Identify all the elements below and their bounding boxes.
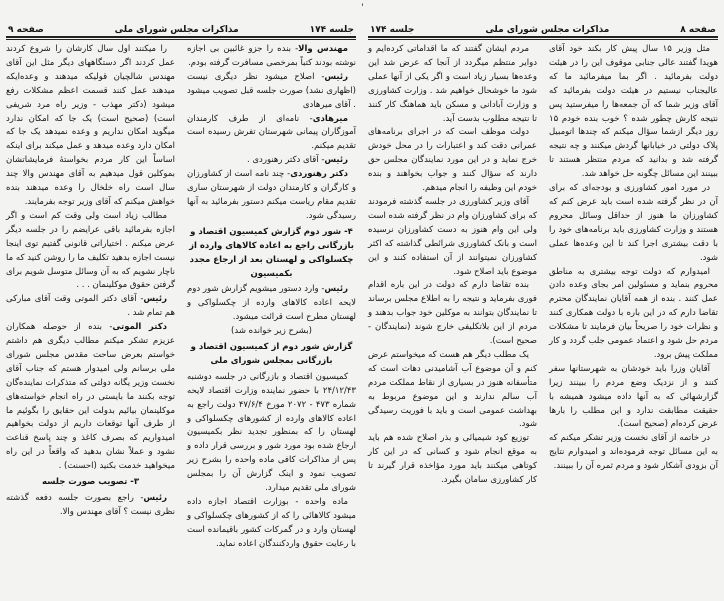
paragraph-text: (بشرح زیر خوانده شد) bbox=[231, 326, 312, 337]
paragraph bbox=[187, 283, 356, 325]
paragraph bbox=[6, 321, 175, 474]
paragraph bbox=[549, 266, 718, 363]
paragraph-text: - اصلاح میشود نظر دیگری نیست (اظهاری نشد) صورت جلسه قبل تصویب میشود . آقای میرهادی bbox=[187, 71, 356, 110]
paragraph bbox=[187, 43, 356, 71]
speaker-name: رئیس bbox=[324, 71, 348, 82]
paragraph bbox=[368, 279, 537, 349]
header-rule bbox=[6, 36, 356, 40]
page-number: صفحه ۸ bbox=[680, 25, 716, 35]
speaker-name: دکتر الموتی bbox=[112, 322, 167, 333]
paragraph bbox=[368, 349, 537, 432]
paragraph-text: ۳- تصویب صورت جلسه bbox=[41, 477, 140, 488]
paragraph-text: - بنده را جزو غائبین بی اجازه نوشته بودند کتباً بمرخصی مسافرت گرفته بودم. bbox=[187, 44, 356, 68]
publication-title: مذاکرات مجلس شورای ملی bbox=[485, 25, 610, 35]
paragraph-text: مثل وزیر ۱۵ سال پیش کار بکند خود آقای هویدا گفتند عالی جنابی موقوف این را در هیئت دولت بفرمائید . اگر بما میفرمائید ما که عالیجناب نیستیم در هیئت دولت بفرمائید که آقای وزیر شما که آن جمعه‌ها را میفرستید پس نتیجه کارش چطور شده ؟ خوب بنده خودم ۱۵ روز دیگر ازشما سؤال میکنم که چندها اتومبیل پلاک دولتی در خیابانها گردش میکنند و چه نتیجه گرفته شد و بدانید که مردم منتظر هستند تا ببینند این مسائل چگونه حل خواهد شد. bbox=[549, 44, 718, 180]
scan-mark: ˈ bbox=[361, 3, 364, 14]
paragraph bbox=[368, 196, 537, 279]
page-8 bbox=[368, 22, 718, 488]
page-9 bbox=[6, 22, 356, 552]
paragraph-text: - چند نامه است از کشاورزان و کارگران و کارمندان دولت از شهرستان ساری تقدیم مقام ریاست میکنم دستور بفرمائید به آنها رسیدگی شود. bbox=[187, 169, 356, 221]
section-heading bbox=[187, 226, 356, 282]
paragraph-text: گزارش شور دوم از کمیسیون اقتصاد و بازرگانی بمجلس شورای ملی bbox=[190, 342, 353, 366]
paragraph-text: مردم ایشان گفتند که ما اقداماتی کرده‌ایم و دوایر منتظم میگردد از آنجا که عرض شد این وعده‌ها بسیار زیاد است و اگر یکی از آنها عملی شود ما خوشحال خواهیم شد . وزارت کشاورزی و وزارت آبادانی و مسکن باید هماهنگ کار کنند تا نتیجه مطلوب بدست آید. bbox=[368, 44, 537, 124]
section-heading bbox=[6, 476, 175, 490]
text-column-left bbox=[368, 43, 537, 488]
paragraph-text: را میکنند اول سال کارشان را شروع کردند عمل کردند اگر دستگاههای دیگر مثل این آقای مهندس شالچیان قولیکه میدهند و وعده‌ایکه میدهند عمل کنند قسمت اعظم مشکلات رفع میشود (دکتر مهذب - وزیر راه مرد شریفی است) (صحیح است) یک جا که امکان ندارد میگوید امکان نداریم و وعده نمیدهد یک جا که امکان دارد وعده میدهد و عمل میکند برای اینکه اساساً این کار مردم بخواستهٔ فرمایشاتشان بموکلین قول میدهیم به آقای مهندس والا چند سال است راه خلخال را وعده میدهند بنده خواهش میکنم که آقای وزیر توجه بفرمایند. bbox=[6, 44, 175, 207]
paragraph-text: - وارد دستور میشویم گزارش شور دوم لایحه اعاده کالاهای وارده از چکسلواکی و لهستان مطرح است قرائت میشود. bbox=[187, 284, 356, 323]
paragraph bbox=[6, 210, 175, 293]
paragraph bbox=[368, 43, 537, 126]
note bbox=[187, 325, 356, 339]
text-column-right bbox=[187, 43, 356, 552]
paragraph-text: امیدوارم که دولت توجه بیشتری به مناطق محروم بنماید و مسئولین امر بجای وعده دادن عمل کنند . بنده از همه آقایان نمایندگان محترم تقاضا دارم که در این باره با دولت همکاری کنند و نظرات خود را صریحاً بیان فرمایند تا مشکلات مردم حل شود و اعتماد عمومی جلب گردد و کار مملکت پیش برود. bbox=[549, 266, 718, 360]
paragraph-text: در خاتمه از آقای نخست وزیر تشکر میکنم که به این مسائل توجه فرموده‌اند و امیدوارم نتایج آن بزودی آشکار شود و مردم ثمره آن را ببینند. bbox=[549, 433, 718, 472]
paragraph bbox=[6, 43, 175, 210]
text-column-left bbox=[6, 43, 175, 552]
paragraph-text: - آقای دکتر رهنوردی . bbox=[247, 155, 325, 166]
paragraph bbox=[187, 154, 356, 168]
text-column-right bbox=[549, 43, 718, 488]
paragraph bbox=[549, 43, 718, 182]
speaker-name: رئیس bbox=[324, 284, 348, 295]
publication-title: مذاکرات مجلس شورای ملی bbox=[114, 25, 239, 35]
page-header bbox=[6, 22, 356, 35]
page-number: صفحه ۹ bbox=[8, 25, 44, 35]
paragraph-text: کمیسیون اقتصاد و بازرگانی در جلسه دوشنبه ۲۴/۱۲/۴۳ با حضور نماینده وزارت اقتصاد لایحه شماره ۴۷۳ - ۲۰۷۲ مورخ ۴۷/۶/۴ دولت راجع به اعاده کالاهای وارده از کشورهای چکسلواکی و لهستان را که بمنظور تجدید نظر بکمیسیون ارجاع شده بود مورد شور و بررسی قرار داده و پس از مذاکرات کافی ماده واحده را بشرح زیر تصویب نمود و اینک گزارش آن را بمجلس شورای ملی تقدیم میدارد. bbox=[187, 371, 356, 494]
paragraph-text: - بنده از حوصله همکاران عزیزم تشکر میکنم مطالب دیگری هم داشتم خواستم بعرض ساحت مقدس مجلس شورای ملی برسانم ولی امیدوار هستم که جناب آقای نخست وزیر یگانه دولتی که متذکرات نماینده‌گان توجه بکنند ما بایستی در راه انجام خواسته‌های موکلینمان بیائیم بدولت این حقایق را بگوئیم ما از طرف آنها توقعات داریم از دولت بخواهیم امیدواریم که بصرف کاغذ و چند پاسخ قناعت نشود و عملاً نشان بدهید که واقعاً در این راه میخواهید خدمت بکنید (احسنت) . bbox=[6, 322, 175, 472]
paragraph bbox=[549, 363, 718, 433]
speaker-name: رئیس bbox=[143, 493, 167, 503]
paragraph-text: - نامه‌ای از طرف کارمندان آموزگاران پیمانی شهرستان تفرش رسیده است تقدیم میکنم. bbox=[187, 113, 356, 152]
paragraph bbox=[187, 371, 356, 496]
section-heading bbox=[187, 341, 356, 369]
session-number: جلسه ۱۷۴ bbox=[370, 25, 415, 35]
paragraph bbox=[368, 126, 537, 196]
paragraph-text: - آقای دکتر الموتی وقت آقای مبارکی هم تمام شد . bbox=[6, 294, 175, 319]
speaker-name: دکتر رهنوردی bbox=[290, 169, 349, 180]
paragraph bbox=[6, 492, 175, 520]
paragraph bbox=[187, 168, 356, 224]
paragraph-text: ماده واحده - بوزارت اقتصاد اجازه داده میشود کالاهائی را که از کشورهای چکسلواکی و لهستان وارد و در گمرکات کشور باقیمانده است با رعایت حقوق واردکنندگان اعاده نماید. bbox=[187, 497, 356, 549]
page-header bbox=[368, 22, 718, 35]
paragraph-text: آقای وزیر کشاورزی در جلسه گذشته فرمودند که برای کشاورزان وام در نظر گرفته شده است ولی این وام هنوز به دست کشاورزان نرسیده است و بانک کشاورزی شرائطی گذاشته که اکثر کشاورزان نمیتوانند از آن استفاده کنند و این موضوع باید اصلاح شود. bbox=[368, 196, 537, 277]
session-number: جلسه ۱۷۴ bbox=[309, 25, 354, 35]
paragraph bbox=[368, 432, 537, 488]
paragraph-text: مطالب زیاد است ولی وقت کم است و اگر اجازه بفرمائید باقی عرایضم را در جلسه دیگر عرض میکنم . اختیاراتی قانونی گفتیم توی اینجا نیست اجازه بدهید تکلیف ما را روشن کنید که ما ناچار نشویم که به آن وسائل متوسل شویم برای گرفتن حقوق موکلینمان . . . bbox=[6, 210, 175, 291]
paragraph bbox=[187, 71, 356, 113]
paragraph-text: یک مطلب دیگر هم هست که میخواستم عرض کنم و آن موضوع آب آشامیدنی دهات است که متأسفانه هنوز در بسیاری از نقاط مملکت مردم آب سالم ندارند و این موضوع مربوط به بهداشت عمومی است و باید با فوریت رسیدگی شود. bbox=[367, 349, 537, 430]
paragraph-text: - راجع بصورت جلسه دفعه گذشته نظری نیست ؟ آقای مهندس والا. bbox=[6, 493, 175, 517]
speaker-name: رئیس bbox=[324, 155, 348, 166]
paragraph bbox=[187, 496, 356, 552]
paragraph bbox=[549, 182, 718, 265]
speaker-name: میرهادی bbox=[312, 113, 348, 124]
paragraph-text: آقایان وزرا باید خودشان به شهرستانها سفر کنند و از نزدیک وضع مردم را ببینند زیرا گزارشهائی که به آنها داده میشود همیشه با حقیقت مطابقت ندارد و این مطلب را بارها عرض کرده‌ام (صحیح است). bbox=[549, 363, 718, 430]
paragraph-text: دولت موظف است که در اجرای برنامه‌های عمرانی دقت کند و اعتبارات را در محل خودش خرج نماید و در این مورد نمایندگان مجلس حق دارند که سؤال کنند و جواب بخواهند و بنده خودم این وظیفه را انجام میدهم. bbox=[368, 127, 537, 194]
paragraph bbox=[6, 293, 175, 321]
paragraph-text: بنده تقاضا دارم که دولت در این باره اقدام فوری بفرماید و نتیجه را به اطلاع مجلس برساند تا نمایندگان بتوانند به موکلین خود جواب بدهند و مردم از این بلاتکلیفی خارج شوند (نمایندگان - صحیح است). bbox=[368, 280, 537, 347]
paragraph bbox=[187, 113, 356, 155]
speaker-name: مهندس والا bbox=[298, 44, 349, 54]
paragraph-text: توزیع کود شیمیائی و بذر اصلاح شده هم باید به موقع انجام شود و کسانی که در این کار کوتاهی میکنند باید مورد مؤاخذه قرار گیرند تا کار کشاورزی سامان بگیرد. bbox=[368, 433, 537, 486]
paragraph-text: در مورد امور کشاورزی و بودجه‌ای که برای آن در نظر گرفته شده است باید عرض کنم که کشاورزان ما هنوز از حداقل وسائل محروم هستند و وزارت کشاورزی باید برنامه‌های خود را با دقت بیشتری اجرا کند تا این وعده‌ها عملی شود. bbox=[549, 183, 718, 263]
paragraph-text: ۴- شور دوم گزارش کمیسیون اقتصاد و بازرگانی راجع به اعاده کالاهای وارده از چکسلواکی و لهستان بعد از ارجاع مجدد بکمیسیون bbox=[189, 226, 354, 279]
paragraph bbox=[549, 432, 718, 474]
speaker-name: رئیس bbox=[143, 294, 167, 305]
header-rule bbox=[368, 36, 718, 40]
